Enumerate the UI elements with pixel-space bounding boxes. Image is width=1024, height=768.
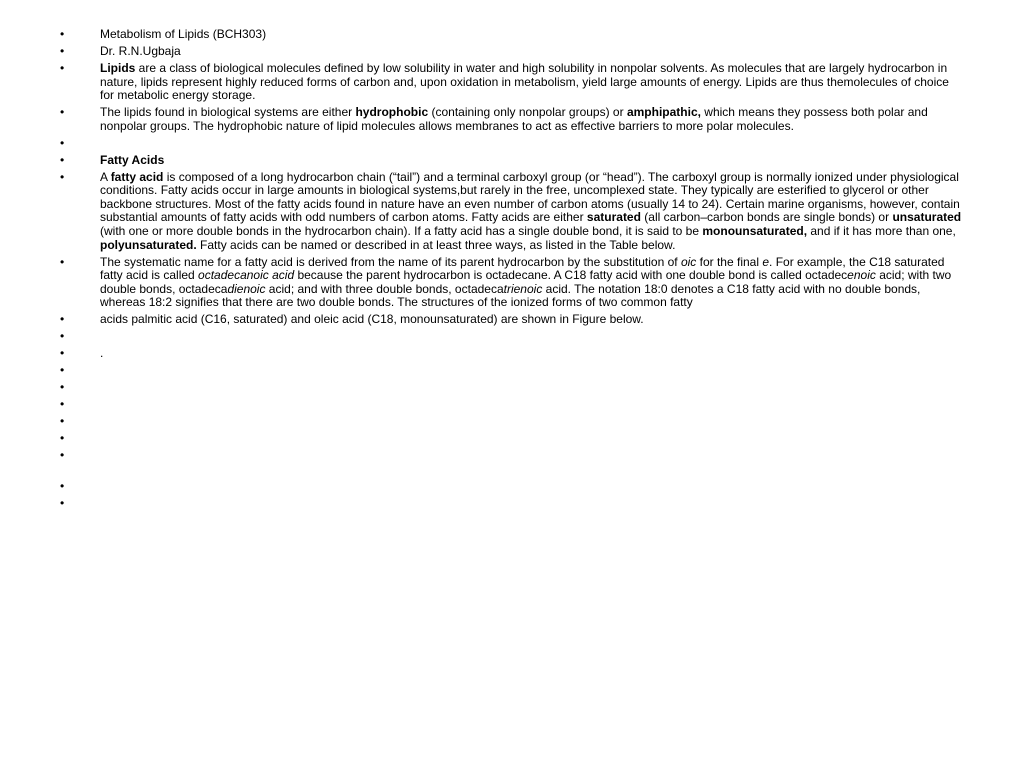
bullet-icon: •: [60, 495, 65, 510]
text-run: A: [100, 169, 111, 184]
bullet-text: [100, 62, 962, 103]
list-item: [0, 137, 1024, 151]
bullet-icon: •: [60, 60, 65, 75]
bullet-icon: •: [60, 431, 65, 446]
bullet-text: [100, 415, 962, 429]
bullet-text: [100, 480, 962, 494]
bullet-icon: •: [60, 27, 65, 41]
list-item: [0, 347, 1024, 361]
bullet-text: [100, 313, 962, 327]
bold-term: polyunsaturated.: [100, 237, 197, 252]
list-item: [0, 171, 1024, 253]
bold-term: unsaturated: [892, 210, 962, 225]
text-run: (with one or more double bonds in the hydrocarbon chain). If a fatty acid has a single double bond, it is said to be: [100, 224, 703, 239]
italic-term: octadecanoic acid: [198, 268, 295, 283]
bullet-icon: •: [60, 135, 65, 150]
bullet-text: [100, 364, 962, 378]
slide-content: [0, 28, 1024, 514]
list-item: [0, 313, 1024, 327]
list-item: [0, 497, 1024, 511]
list-item: [0, 432, 1024, 446]
bullet-text: [100, 330, 962, 344]
bold-term: fatty acid: [110, 169, 164, 184]
bullet-icon: •: [60, 397, 65, 412]
bullet-icon: •: [60, 169, 65, 184]
text-run: because the parent hydrocarbon is octadecane. A C18 fatty acid with one double bond is called octadec: [294, 268, 848, 283]
text-run: (containing only nonpolar groups) or: [428, 105, 627, 120]
bold-term: hydrophobic: [355, 105, 429, 120]
bullet-text: [100, 432, 962, 446]
list-item: [0, 364, 1024, 378]
bullet-text: [100, 106, 962, 133]
list-item: [0, 415, 1024, 429]
bullet-icon: •: [60, 448, 65, 463]
bullet-icon: •: [60, 152, 65, 167]
text-run: and if it has more than one,: [807, 224, 956, 239]
text-run: The lipids found in biological systems are either: [100, 105, 356, 120]
bullet-text: [100, 381, 962, 395]
text-run: (all carbon–carbon bonds are single bonds) or: [640, 210, 893, 225]
text-run: acid; and with three double bonds, octadeca: [265, 281, 504, 296]
bullet-text: [100, 137, 962, 151]
list-item: [0, 154, 1024, 168]
text-run: are a class of biological molecules defined by low solubility in water and high solubility in nonpolar solvents. As molecules that are largely hydrocarbon in nature, lipids represent highly reduced forms of carbon and, upon oxidation in metabolism, yield large amounts of energy. Lipids are thus themolecules of choice for metabolic energy storage.: [100, 60, 949, 103]
bullet-icon: •: [60, 478, 65, 493]
bold-term: Fatty Acids: [100, 152, 165, 167]
italic-term: dienoic: [227, 281, 266, 296]
bullet-icon: •: [60, 363, 65, 378]
text-run: Dr. R.N.Ugbaja: [100, 43, 181, 58]
text-run: The systematic name for a fatty acid is derived from the name of its parent hydrocarbon by the substitution of: [100, 254, 681, 269]
bullet-icon: •: [60, 43, 65, 58]
text-run: is composed of a long hydrocarbon chain (“tail”) and a terminal carboxyl group (or “head”). The carboxyl group is normally ionized under physiological conditions. Fatty acids occur in large amounts in biological systems,but rarely in the free, uncomplexed state. They typically are esterified to glycerol or other backbone structures. Most of the fatty acids found in nature have an even number of carbon atoms (usually 14 to 24). Certain marine organisms, however, contain substantial amounts of fatty acids with odd numbers of carbon atoms. Fatty acids are either: [100, 169, 960, 225]
bullet-text: [100, 28, 962, 42]
bullet-icon: •: [60, 414, 65, 429]
italic-term: enoic: [847, 268, 876, 283]
text-run: .: [100, 346, 104, 361]
list-item: [0, 62, 1024, 103]
list-item: [0, 330, 1024, 344]
list-item: [0, 449, 1024, 463]
bold-term: monounsaturated,: [702, 224, 808, 239]
bullet-text: [100, 398, 962, 412]
list-item: [0, 45, 1024, 59]
list-item: [0, 398, 1024, 412]
bullet-list: [0, 28, 1024, 510]
bullet-icon: •: [60, 346, 65, 361]
list-item: [0, 28, 1024, 42]
text-run: acid; with two double bonds, octadeca: [100, 268, 952, 296]
bullet-text: [100, 256, 962, 310]
bullet-icon: •: [60, 329, 65, 344]
bullet-icon: •: [60, 312, 65, 327]
text-run: . For example, the C18 saturated fatty acid is called: [100, 254, 945, 283]
bullet-text: [100, 347, 962, 361]
bullet-text: [100, 45, 962, 59]
bold-term: Lipids: [100, 60, 136, 75]
italic-term: trienoic: [503, 281, 543, 296]
bold-term: saturated: [586, 210, 641, 225]
bullet-text: [100, 171, 962, 253]
bullet-text: [100, 449, 962, 463]
bullet-icon: •: [60, 254, 65, 269]
list-item: [0, 106, 1024, 133]
text-run: for the final: [696, 254, 763, 269]
text-run: acids palmitic acid (C16, saturated) and oleic acid (C18, monounsaturated) are shown in Figure below.: [100, 312, 644, 327]
text-run: acid. The notation 18:0 denotes a C18 fatty acid with no double bonds, whereas 18:2 signifies that there are two double bonds. The structures of the ionized forms of two common fatty: [100, 281, 921, 310]
bold-term: amphipathic,: [626, 105, 701, 120]
bullet-text: [100, 497, 962, 511]
text-run: which means they possess both polar and nonpolar groups. The hydrophobic nature of lipid molecules allows membranes to act as effective barriers to more polar molecules.: [100, 105, 928, 133]
bullet-icon: •: [60, 380, 65, 395]
bullet-icon: •: [60, 105, 65, 120]
text-run: Metabolism of Lipids (BCH303): [100, 27, 267, 41]
text-run: Fatty acids can be named or described in at least three ways, as listed in the Table below.: [196, 237, 676, 252]
list-item: [0, 256, 1024, 310]
list-item: [0, 480, 1024, 494]
italic-term: e: [762, 254, 770, 269]
list-item: [0, 381, 1024, 395]
italic-term: oic: [680, 254, 697, 269]
bullet-text: [100, 154, 962, 168]
